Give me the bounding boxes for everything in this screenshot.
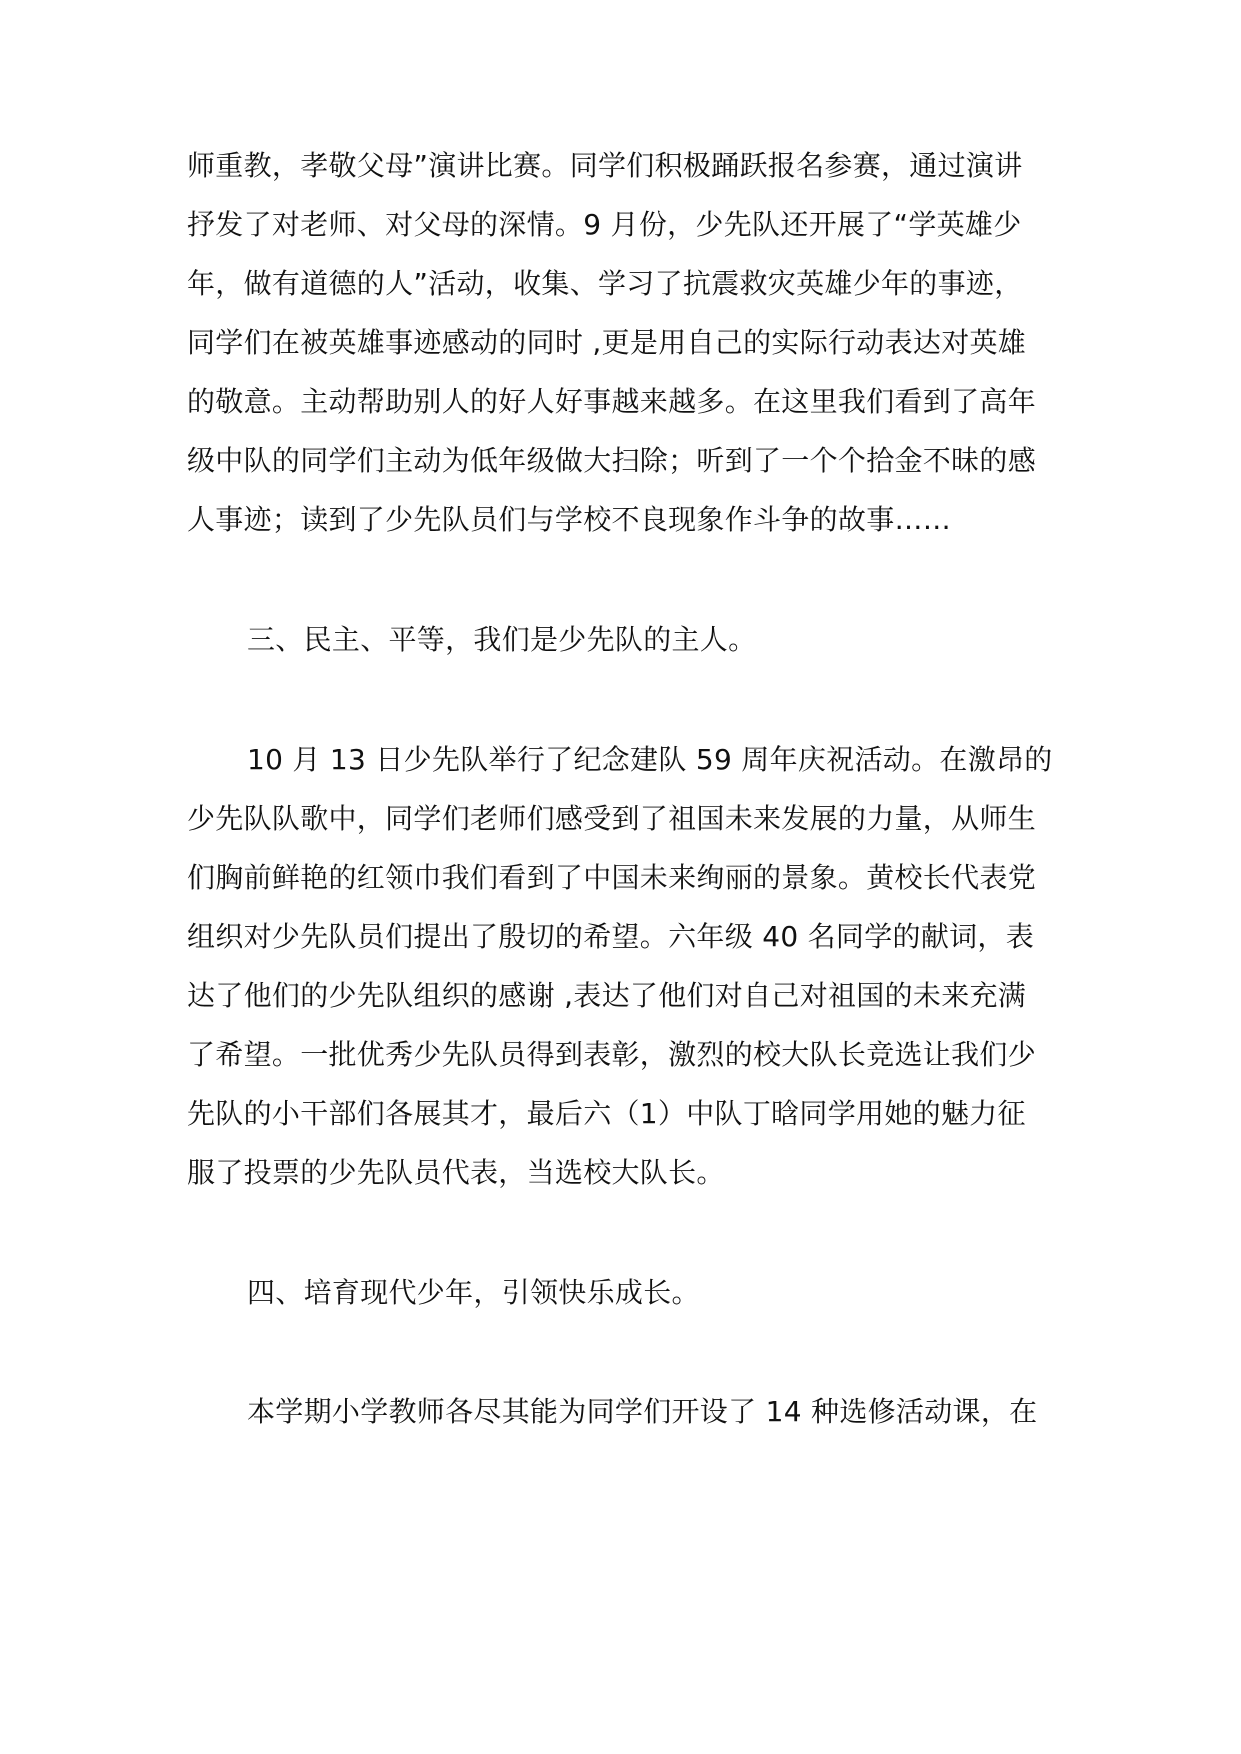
- paragraph-1-line-7: 人事迹；读到了少先队员们与学校不良现象作斗争的故事……: [187, 503, 952, 536]
- paragraph-2-line-7: 先队的小干部们各展其才，最后六（1）中队丁晗同学用她的魅力征: [187, 1097, 1026, 1130]
- paragraph-1-line-5: 的敬意。主动帮助别人的好人好事越来越多。在这里我们看到了高年: [187, 385, 1037, 418]
- paragraph-2-line-3: 们胸前鲜艳的红领巾我们看到了中国未来绚丽的景象。黄校长代表党: [187, 861, 1037, 894]
- paragraph-1-line-3: 年，做有道德的人”活动，收集、学习了抗震救灾英雄少年的事迹，: [187, 267, 1023, 300]
- paragraph-3-line-1: 本学期小学教师各尽其能为同学们开设了 14 种选修活动课，在: [247, 1395, 1038, 1428]
- paragraph-2-line-1: 10 月 13 日少先队举行了纪念建队 59 周年庆祝活动。在激昂的: [247, 743, 1053, 776]
- paragraph-1-line-1: 师重教，孝敬父母”演讲比赛。同学们积极踊跃报名参赛，通过演讲: [187, 149, 1023, 182]
- section-heading-3: 三、民主、平等，我们是少先队的主人。: [247, 623, 757, 656]
- paragraph-2-line-5: 达了他们的少先队组织的感谢 ,表达了他们对自己对祖国的未来充满: [187, 979, 1027, 1012]
- paragraph-2-line-8: 服了投票的少先队员代表，当选校大队长。: [187, 1156, 725, 1189]
- paragraph-2-line-4: 组织对少先队员们提出了殷切的希望。六年级 40 名同学的献词，表: [187, 920, 1035, 953]
- section-heading-4: 四、培育现代少年，引领快乐成长。: [247, 1276, 700, 1309]
- paragraph-1-line-2: 抒发了对老师、对父母的深情。9 月份，少先队还开展了“学英雄少: [187, 208, 1022, 241]
- paragraph-2-line-6: 了希望。一批优秀少先队员得到表彰，激烈的校大队长竞选让我们少: [187, 1038, 1037, 1071]
- paragraph-1-line-6: 级中队的同学们主动为低年级做大扫除；听到了一个个拾金不昧的感: [187, 444, 1037, 477]
- paragraph-1-line-4: 同学们在被英雄事迹感动的同时 ,更是用自己的实际行动表达对英雄: [187, 326, 1027, 359]
- paragraph-2-line-2: 少先队队歌中，同学们老师们感受到了祖国未来发展的力量，从师生: [187, 802, 1037, 835]
